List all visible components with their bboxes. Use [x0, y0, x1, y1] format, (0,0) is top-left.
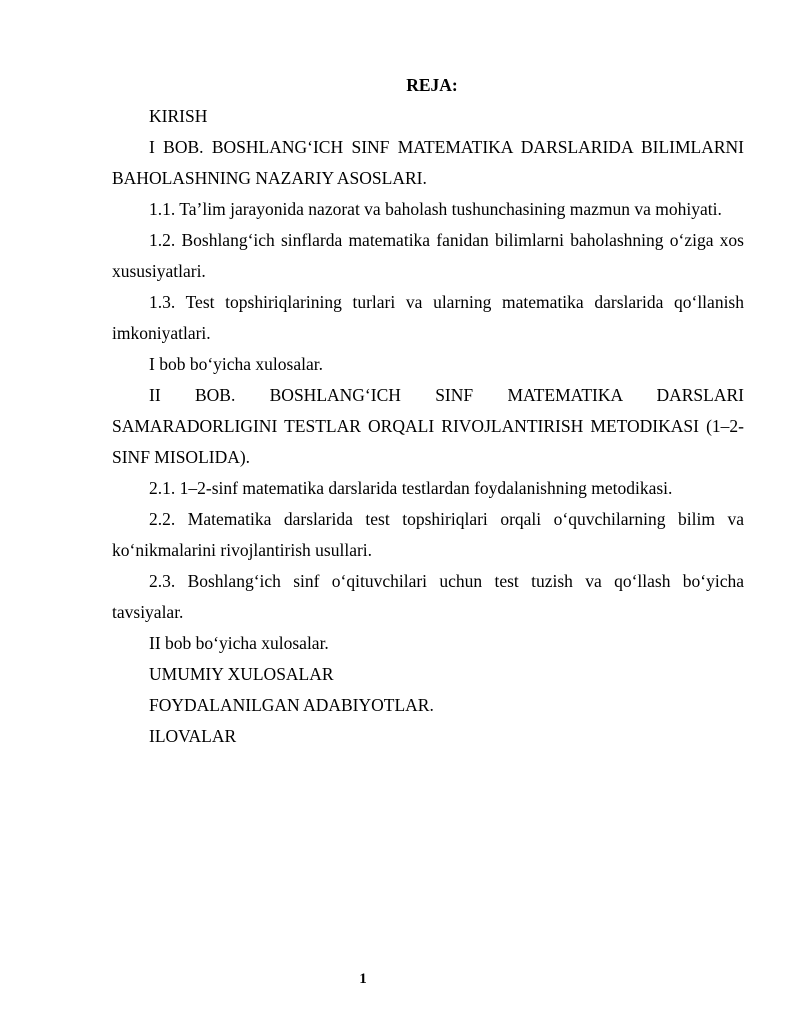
toc-entry-section-2-3: 2.3. Boshlang‘ich sinf o‘qituvchilari uchun test tuzish va qo‘llash bo‘yicha tavsiyalar.: [112, 571, 744, 622]
toc-entry-section-2-2: 2.2. Matematika darslarida test topshiriqlari orqali o‘quvchilarning bilim va ko‘nikmalarini rivojlantirish usullari.: [112, 509, 744, 560]
toc-entry-chapter-1-conclusions: I bob bo‘yicha xulosalar.: [149, 354, 323, 374]
toc-entry-appendices: ILOVALAR: [149, 726, 237, 746]
toc-entry-section-1-1: 1.1. Ta’lim jarayonida nazorat va baholash tushunchasining mazmun va mohiyati.: [149, 199, 722, 219]
toc-entry-references: FOYDALANILGAN ADABIYOTLAR.: [149, 695, 434, 715]
toc-entry-introduction: KIRISH: [149, 106, 208, 126]
toc-entry-chapter-2-conclusions: II bob bo‘yicha xulosalar.: [149, 633, 329, 653]
toc-entry-section-1-3: 1.3. Test topshiriqlarining turlari va ularning matematika darslarida qo‘llanish imkoniyatlari.: [112, 292, 744, 343]
toc-entry-chapter-2: II BOB. BOSHLANG‘ICH SINF MATEMATIKA DARSLARI SAMARADORLIGINI TESTLAR ORQALI RIVOJLANTIRISH METODIKASI (1–2-SINF MISOLIDA).: [112, 385, 744, 467]
toc-entry-general-conclusions: UMUMIY XULOSALAR: [149, 664, 334, 684]
document-page: [112, 70, 744, 752]
toc-entry-section-2-1: 2.1. 1–2-sinf matematika darslarida testlardan foydalanishning metodikasi.: [149, 478, 673, 498]
plan-title: REJA:: [406, 75, 458, 95]
page-number: 1: [359, 971, 367, 987]
toc-entry-chapter-1: I BOB. BOSHLANG‘ICH SINF MATEMATIKA DARSLARIDA BILIMLARNI BAHOLASHNING NAZARIY ASOSLARI.: [112, 137, 744, 188]
toc-entry-section-1-2: 1.2. Boshlang‘ich sinflarda matematika fanidan bilimlarni baholashning o‘ziga xos xususiyatlari.: [112, 230, 744, 281]
